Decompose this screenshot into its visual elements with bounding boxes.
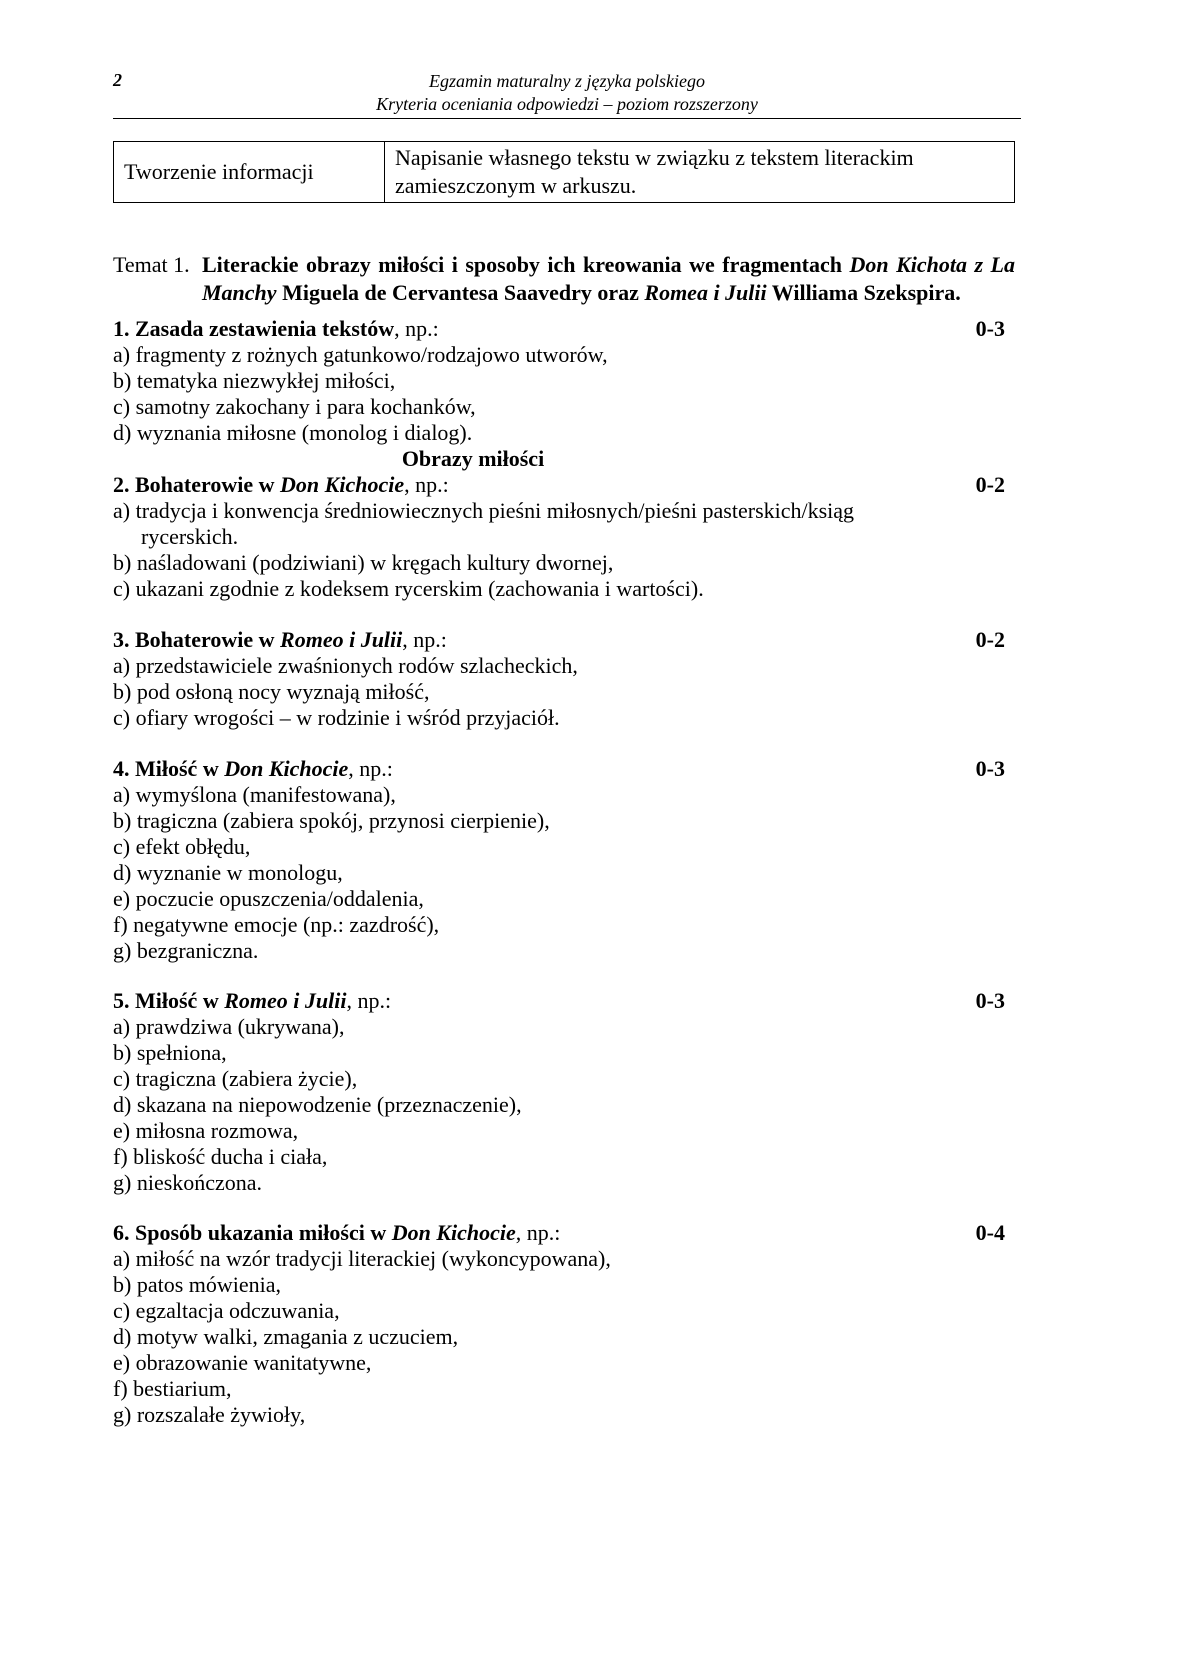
- list-item: b) pod osłoną nocy wyznają miłość,: [113, 679, 430, 704]
- page-header: [113, 70, 1021, 119]
- section-2-points: 0-2: [975, 472, 1005, 497]
- description-line-2: zamieszczonym w arkuszu.: [395, 173, 637, 198]
- list-item: c) efekt obłędu,: [113, 834, 251, 859]
- list-item: c) samotny zakochany i para kochanków,: [113, 394, 476, 419]
- description-line-1: Napisanie własnego tekstu w związku z tekstem literackim: [395, 145, 914, 170]
- list-item: a) miłość na wzór tradycji literackiej (wykoncypowana),: [113, 1246, 611, 1271]
- list-item: a) tradycja i konwencja średniowiecznych pieśni miłosnych/pieśni pasterskich/ksiąg: [113, 498, 855, 523]
- topic-label: Temat 1.: [113, 252, 190, 277]
- section-6-points: 0-4: [975, 1220, 1005, 1245]
- list-item: b) tragiczna (zabiera spokój, przynosi cierpienie),: [113, 808, 550, 833]
- topic-title-part: Miguela de Cervantesa Saavedry oraz: [276, 280, 645, 305]
- list-item: d) skazana na niepowodzenie (przeznaczenie),: [113, 1092, 522, 1117]
- list-item-continuation: rycerskich.: [141, 524, 239, 549]
- topic-title: [202, 251, 1015, 307]
- section-1-points: 0-3: [975, 316, 1005, 341]
- list-item: e) miłosna rozmowa,: [113, 1118, 299, 1143]
- list-item: b) naśladowani (podziwiani) w kręgach kultury dwornej,: [113, 550, 614, 575]
- page-number: 2: [113, 70, 122, 90]
- table-cell-skill: Tworzenie informacji: [114, 142, 385, 203]
- list-item: e) poczucie opuszczenia/oddalenia,: [113, 886, 424, 911]
- list-item: c) tragiczna (zabiera życie),: [113, 1066, 358, 1091]
- info-table: [113, 141, 1015, 203]
- section-5-heading: 5. Miłość w Romeo i Julii, np.: 0-3: [113, 988, 1005, 1013]
- list-item: a) wymyślona (manifestowana),: [113, 782, 396, 807]
- section-1-heading: 1. Zasada zestawienia tekstów, np.: 0-3: [113, 316, 1005, 341]
- list-item: g) bezgraniczna.: [113, 938, 259, 963]
- topic-title-work-2: Romea i Julii: [644, 280, 767, 305]
- list-item: b) tematyka niezwykłej miłości,: [113, 368, 396, 393]
- list-item: d) wyznania miłosne (monolog i dialog).: [113, 420, 473, 445]
- topic-title-part: Williama Szekspira.: [766, 280, 961, 305]
- section-4-points: 0-3: [975, 756, 1005, 781]
- header-line-1: Egzamin maturalny z języka polskiego: [429, 71, 705, 91]
- list-item: e) obrazowanie wanitatywne,: [113, 1350, 372, 1375]
- topic-title-work-1: Don Kichota z La Manchy: [202, 252, 1015, 305]
- section-2-heading: 2. Bohaterowie w Don Kichocie, np.: 0-2: [113, 472, 1005, 497]
- list-item: c) ukazani zgodnie z kodeksem rycerskim (zachowania i wartości).: [113, 576, 704, 601]
- list-item: d) wyznanie w monologu,: [113, 860, 343, 885]
- list-item: d) motyw walki, zmagania z uczuciem,: [113, 1324, 459, 1349]
- list-item: c) egzaltacja odczuwania,: [113, 1298, 340, 1323]
- list-item: f) bliskość ducha i ciała,: [113, 1144, 328, 1169]
- section-3-points: 0-2: [975, 627, 1005, 652]
- list-item: g) rozszalałe żywioły,: [113, 1402, 306, 1427]
- list-item: a) przedstawiciele zwaśnionych rodów szlacheckich,: [113, 653, 578, 678]
- list-item: f) negatywne emocje (np.: zazdrość),: [113, 912, 440, 937]
- list-item: b) patos mówienia,: [113, 1272, 282, 1297]
- table-row: [114, 142, 1015, 203]
- section-4-heading: 4. Miłość w Don Kichocie, np.: 0-3: [113, 756, 1005, 781]
- list-item: b) spełniona,: [113, 1040, 227, 1065]
- header-line-2: Kryteria oceniania odpowiedzi – poziom rozszerzony: [376, 94, 758, 114]
- list-item: a) fragmenty z rożnych gatunkowo/rodzajowo utworów,: [113, 342, 608, 367]
- list-item: a) prawdziwa (ukrywana),: [113, 1014, 345, 1039]
- topic-title-part: Literackie obrazy miłości i sposoby ich kreowania we fragmentach: [202, 252, 850, 277]
- list-item: g) nieskończona.: [113, 1170, 263, 1195]
- header-title: [113, 70, 1021, 116]
- list-item: c) ofiary wrogości – w rodzinie i wśród przyjaciół.: [113, 705, 560, 730]
- list-item: f) bestiarium,: [113, 1376, 232, 1401]
- section-5-points: 0-3: [975, 988, 1005, 1013]
- topic-block: [113, 251, 1015, 307]
- table-cell-description: [385, 142, 1015, 203]
- section-3-heading: 3. Bohaterowie w Romeo i Julii, np.: 0-2: [113, 627, 1005, 652]
- section-6-heading: 6. Sposób ukazania miłości w Don Kichocie, np.: 0-4: [113, 1220, 1005, 1245]
- subheading: Obrazy miłości: [401, 446, 545, 471]
